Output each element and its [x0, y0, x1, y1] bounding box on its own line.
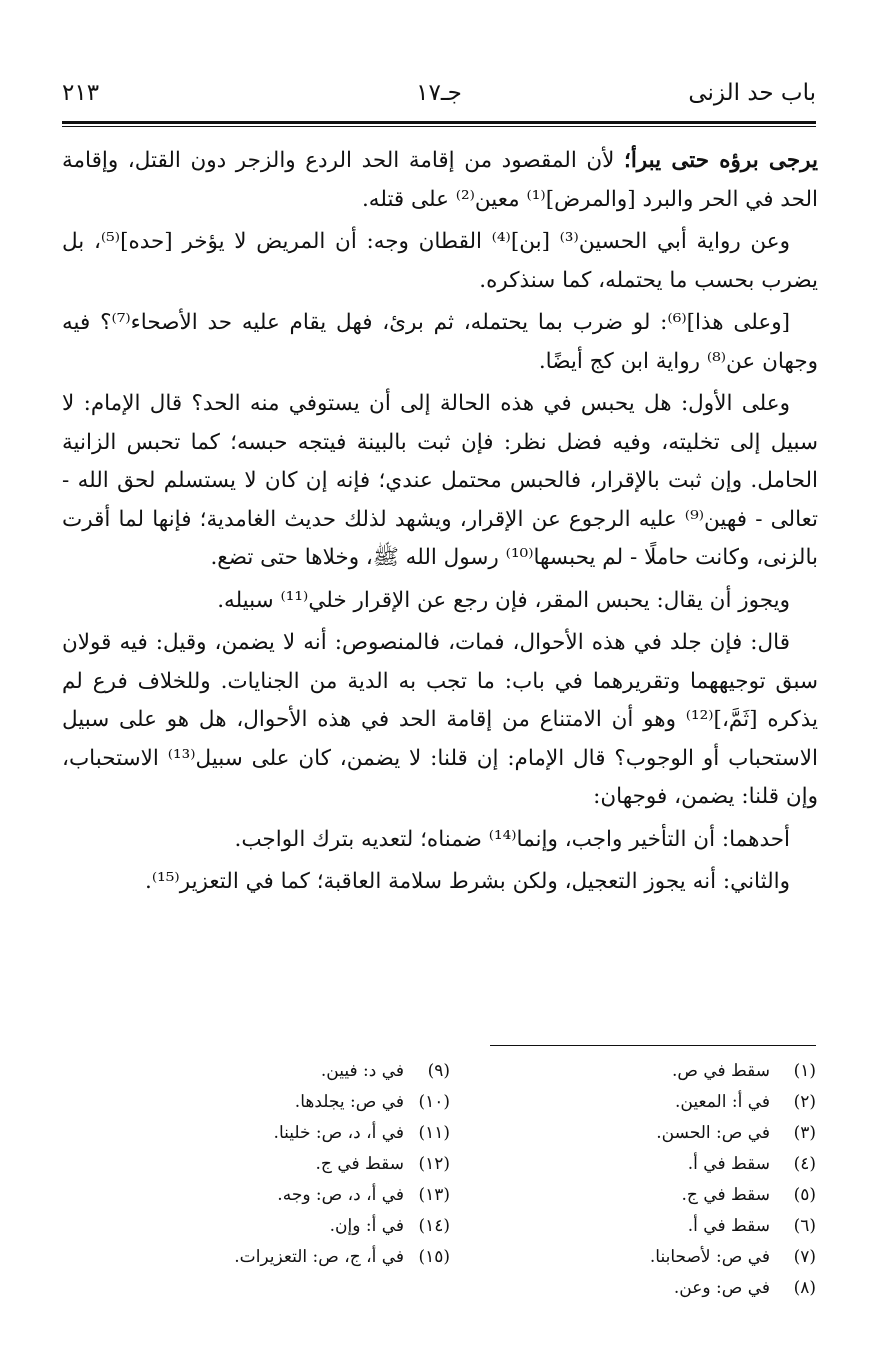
footnote [470, 1087, 816, 1118]
footnote-text: سقط في ص. [671, 1061, 770, 1081]
footnote-number: (٤) [793, 1154, 816, 1174]
footnote-text: في د: فيين. [320, 1061, 404, 1081]
footnote-text: سقط في ج. [681, 1185, 770, 1205]
footnote-text: سقط في أ. [687, 1216, 770, 1236]
footnote [120, 1118, 450, 1149]
page-header [62, 80, 816, 114]
footnote [470, 1273, 816, 1304]
footnote-number: (٣) [793, 1123, 816, 1143]
footnote-text: في ص: وعن. [673, 1278, 770, 1298]
footnote-number: (٩) [427, 1061, 450, 1081]
paragraph: والثاني: أنه يجوز التعجيل، ولكن بشرط سلامة العاقبة؛ كما في التعزير⁽¹⁵⁾. [145, 869, 790, 894]
paragraph: وعلى الأول: هل يحبس في هذه الحالة إلى أن يستوفي منه الحد؟ قال الإمام: لا سبيل إلى تخليته، وفيه فضل نظر: فإن ثبت بالبينة فيتجه حبسه؛ كما تحبس الزانية الحامل. وإن ثبت بالإقرار، فالحبس محتمل عندي؛ فإنه إن كان لا يستسلم لحق الله - تعالى - فهين⁽⁹⁾ عليه الرجوع عن الإقرار، ويشهد لذلك حديث الغامدية؛ فإنها لما أقرت بالزنى، وكانت حاملًا - لم يحبسها⁽¹⁰⁾ رسول الله ﷺ، وخلاها حتى تضع. [62, 391, 818, 570]
paragraph [62, 142, 818, 219]
footnote-number: (٥) [793, 1185, 816, 1205]
volume-label: جـ١٧ [416, 80, 462, 106]
footnote [470, 1056, 816, 1087]
footnote-number: (١٣) [418, 1185, 450, 1205]
footnote-text: في أ: وإن. [329, 1216, 404, 1236]
footnote-number: (١) [793, 1061, 816, 1081]
paragraph-text: لأن المقصود من إقامة الحد الردع والزجر دون القتل، وإقامة الحد في الحر والبرد [والمرض]⁽¹⁾ معين⁽²⁾ على قتله. [62, 148, 818, 212]
footnote-text: في ص: الحسن. [656, 1123, 770, 1143]
chapter-title: باب حد الزنى [688, 80, 816, 106]
footnotes-column-left [120, 1056, 450, 1273]
footnote-number: (٢) [793, 1092, 816, 1112]
footnote [470, 1211, 816, 1242]
footnote-number: (١٥) [418, 1247, 450, 1267]
footnote [470, 1118, 816, 1149]
footnote-rule [490, 1045, 816, 1046]
paragraph: قال: فإن جلد في هذه الأحوال، فمات، فالمنصوص: أنه لا يضمن، وقيل: فيه قولان سبق توجيههما وتقريرهما في باب: ما تجب به الدية من الجنايات. وللخلاف فرع لم يذكره [ثَمَّ،]⁽¹²⁾ وهو أن الامتناع من إقامة الحد في هذه الأحوال، هل هو على سبيل الاستحباب أو الوجوب؟ قال الإمام: إن قلنا: لا يضمن، كان على سبيل⁽¹³⁾ الاستحباب، وإن قلنا: يضمن، فوجهان: [62, 630, 818, 809]
footnote [120, 1149, 450, 1180]
footnote-number: (٨) [793, 1278, 816, 1298]
header-rule-thin [62, 126, 816, 127]
footnote-text: في ص: لأصحابنا. [649, 1247, 770, 1267]
footnote-text: في أ: المعين. [675, 1092, 770, 1112]
footnote-text: في أ، د، ص: وجه. [277, 1185, 404, 1205]
lead-phrase: يرجى برؤه حتى يبرأ؛ [623, 148, 818, 173]
footnote-number: (١٠) [418, 1092, 450, 1112]
main-text [62, 142, 818, 906]
footnote-text: سقط في أ. [687, 1154, 770, 1174]
footnote-text: في أ، د، ص: خلينا. [273, 1123, 404, 1143]
footnote-number: (٧) [793, 1247, 816, 1267]
paragraph: ويجوز أن يقال: يحبس المقر، فإن رجع عن الإقرار خلي⁽¹¹⁾ سبيله. [217, 587, 790, 613]
footnote [120, 1087, 450, 1118]
footnote [120, 1180, 450, 1211]
footnote [120, 1056, 450, 1087]
paragraph: [وعلى هذا]⁽⁶⁾: لو ضرب بما يحتمله، ثم برئ، فهل يقام عليه حد الأصحاء⁽⁷⁾؟ فيه وجهان عن⁽⁸⁾ رواية ابن كج أيضًا. [62, 310, 818, 374]
paragraph: وعن رواية أبي الحسين⁽³⁾ [بن]⁽⁴⁾ القطان وجه: أن المريض لا يؤخر [حده]⁽⁵⁾، بل يضرب بحسب ما يحتمله، كما سنذكره. [62, 229, 818, 293]
footnote-number: (١٤) [418, 1216, 450, 1236]
footnote [120, 1242, 450, 1273]
footnotes-column-right [470, 1056, 816, 1304]
footnote-text: في ص: يجلدها. [294, 1092, 404, 1112]
footnote [470, 1242, 816, 1273]
footnote-text: سقط في ج. [315, 1154, 404, 1174]
footnote [120, 1211, 450, 1242]
page-number: ٢١٣ [62, 80, 100, 106]
footnote [470, 1149, 816, 1180]
header-rule-thick [62, 121, 816, 124]
paragraph: أحدهما: أن التأخير واجب، وإنما⁽¹⁴⁾ ضمناه؛ لتعديه بترك الواجب. [234, 826, 790, 852]
footnote-number: (٦) [793, 1216, 816, 1236]
footnote-number: (١١) [418, 1123, 450, 1143]
footnote-number: (١٢) [418, 1154, 450, 1174]
footnote [470, 1180, 816, 1211]
footnote-text: في أ، ج، ص: التعزيرات. [234, 1247, 404, 1267]
